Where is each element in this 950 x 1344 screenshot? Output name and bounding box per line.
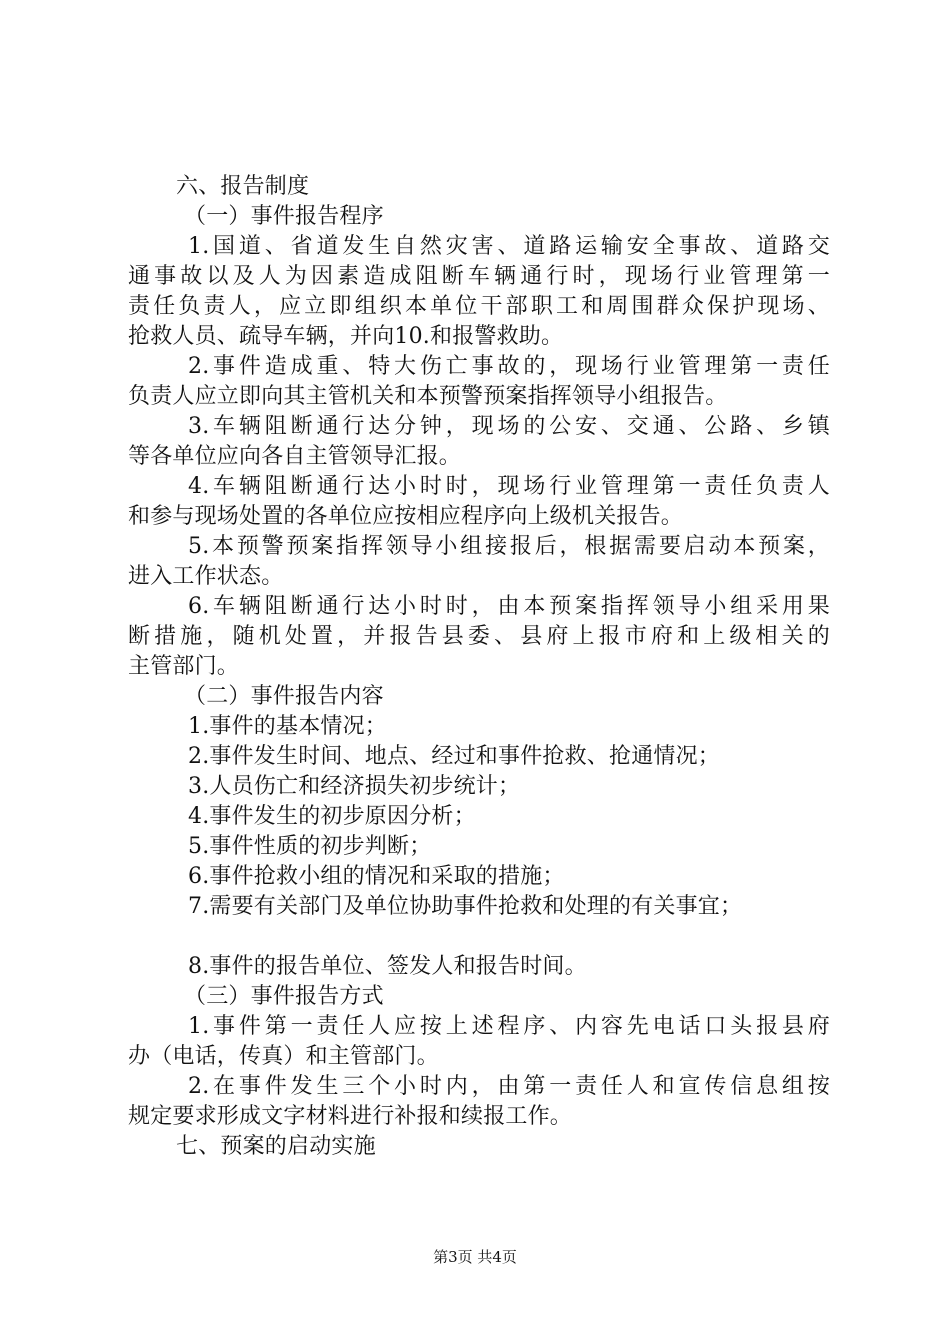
list-item: 2.事件发生时间、地点、经过和事件抢救、抢通情况； xyxy=(188,744,720,769)
paragraph-line: 进入工作状态。 xyxy=(128,564,284,589)
section-heading: 六、报告制度 xyxy=(176,174,310,199)
paragraph-line: 6.车辆阻断通行达小时时，由本预案指挥领导小组采用果 xyxy=(188,594,830,619)
paragraph-line: 2.事件造成重、特大伤亡事故的，现场行业管理第一责任 xyxy=(188,354,830,379)
page-footer: 第3页 共4页 xyxy=(433,1248,517,1266)
list-item: 5.事件性质的初步判断； xyxy=(188,834,432,859)
paragraph-line: 办（电话，传真）和主管部门。 xyxy=(128,1044,439,1069)
list-item: 4.事件发生的初步原因分析； xyxy=(188,804,476,829)
paragraph-line: 通事故以及人为因素造成阻断车辆通行时，现场行业管理第一 xyxy=(128,264,830,289)
subsection-heading: （二）事件报告内容 xyxy=(184,684,384,709)
document-body xyxy=(128,172,830,1162)
paragraph-line: 和参与现场处置的各单位应按相应程序向上级机关报告。 xyxy=(128,504,684,529)
list-item: 8.事件的报告单位、签发人和报告时间。 xyxy=(188,954,587,979)
paragraph-line: 5.本预警预案指挥领导小组接报后，根据需要启动本预案， xyxy=(188,534,830,559)
list-item: 7.需要有关部门及单位协助事件抢救和处理的有关事宜； xyxy=(188,894,743,919)
paragraph-line: 1.国道、省道发生自然灾害、道路运输安全事故、道路交 xyxy=(188,234,830,259)
section-heading: 七、预案的启动实施 xyxy=(176,1134,376,1159)
paragraph-line: 负责人应立即向其主管机关和本预警预案指挥领导小组报告。 xyxy=(128,384,728,409)
paragraph-line: 2.在事件发生三个小时内，由第一责任人和宣传信息组按 xyxy=(188,1074,830,1099)
paragraph-line: 抢救人员、疏导车辆，并向10.和报警救助。 xyxy=(128,324,564,349)
blank-line xyxy=(128,922,830,952)
subsection-heading: （三）事件报告方式 xyxy=(184,984,384,1009)
paragraph-line: 1.事件第一责任人应按上述程序、内容先电话口头报县府 xyxy=(188,1014,830,1039)
paragraph-line: 3.车辆阻断通行达分钟，现场的公安、交通、公路、乡镇 xyxy=(188,414,830,439)
list-item: 6.事件抢救小组的情况和采取的措施； xyxy=(188,864,565,889)
list-item: 1.事件的基本情况； xyxy=(188,714,387,739)
list-item: 3.人员伤亡和经济损失初步统计； xyxy=(188,774,521,799)
paragraph-line: 等各单位应向各自主管领导汇报。 xyxy=(128,444,462,469)
paragraph-line: 主管部门。 xyxy=(128,654,240,679)
paragraph-line: 责任负责人，应立即组织本单位干部职工和周围群众保护现场、 xyxy=(128,294,830,319)
paragraph-line: 断措施，随机处置，并报告县委、县府上报市府和上级相关的 xyxy=(128,624,830,649)
subsection-heading: （一）事件报告程序 xyxy=(184,204,384,229)
paragraph-line: 4.车辆阻断通行达小时时，现场行业管理第一责任负责人 xyxy=(188,474,830,499)
paragraph-line: 规定要求形成文字材料进行补报和续报工作。 xyxy=(128,1104,573,1129)
